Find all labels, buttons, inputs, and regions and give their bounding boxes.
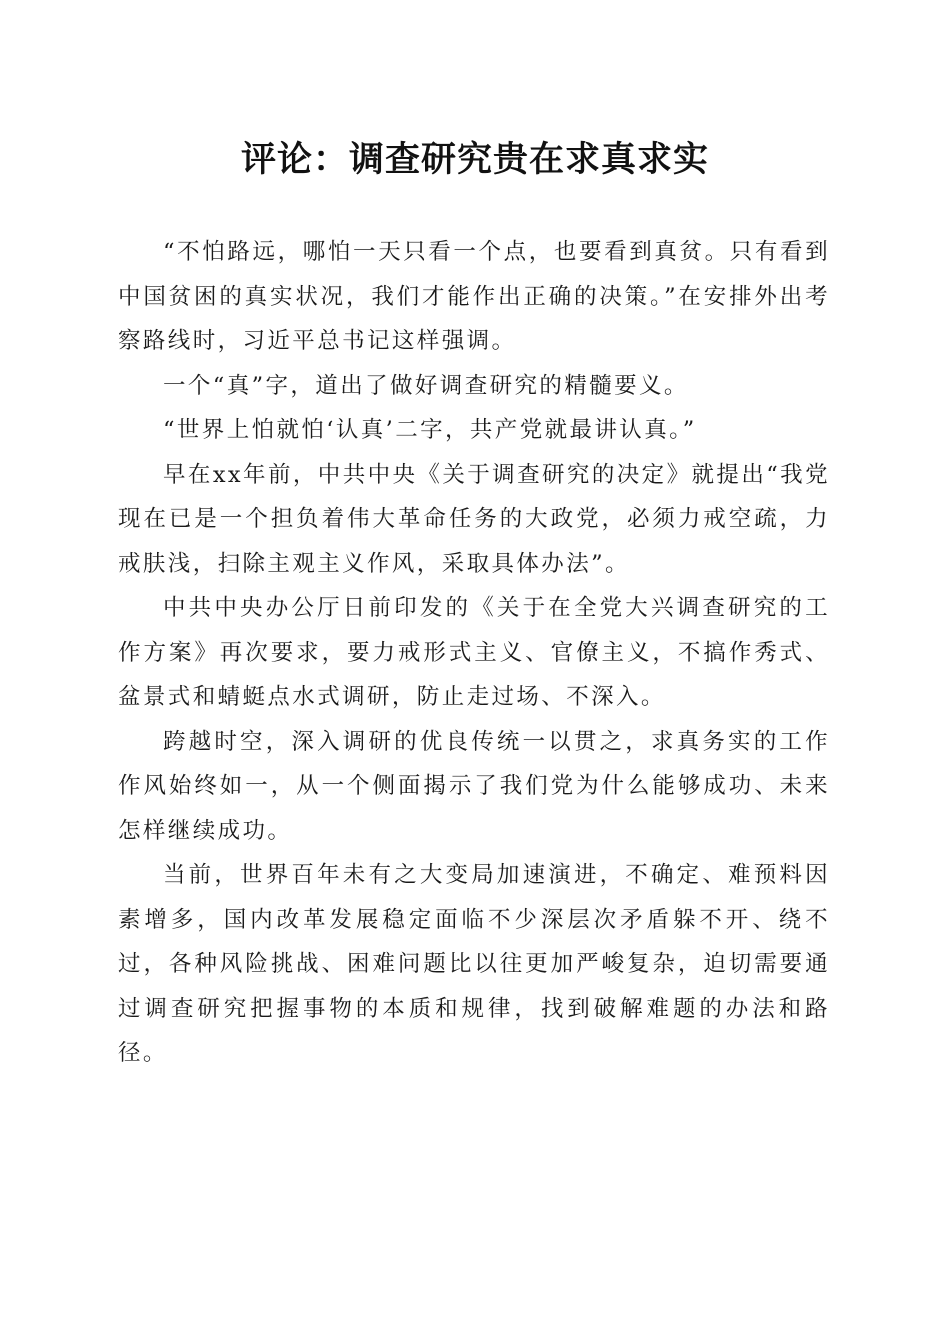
document-body: [118, 230, 830, 1076]
paragraph: 一个“真”字，道出了做好调查研究的精髓要义。: [163, 372, 689, 399]
paragraph: 当前，世界百年未有之大变局加速演进，不确定、难预料因素增多，国内改革发展稳定面临不少深层次矛盾躲不开、绕不过，各种风险挑战、困难问题比以往更加严峻复杂，迫切需要通过调查研究把握事物的本质和规律，找到破解难题的办法和路径。: [118, 862, 830, 1066]
paragraph: “世界上怕就怕‘认真’二字，共产党就最讲认真。”: [163, 417, 697, 443]
document-title: 评论：调查研究贵在求真求实: [240, 139, 709, 180]
paragraph: 早在xx年前，中共中央《关于调查研究的决定》就提出“我党现在已是一个担负着伟大革命任务的大政党，必须力戒空疏，力戒肤浅，扫除主观主义作风，采取具体办法”。: [118, 461, 830, 577]
paragraph: 跨越时空，深入调研的优良传统一以贯之，求真务实的工作作风始终如一，从一个侧面揭示了我们党为什么能够成功、未来怎样继续成功。: [118, 728, 830, 844]
paragraph: 中共中央办公厅日前印发的《关于在全党大兴调查研究的工作方案》再次要求，要力戒形式主义、官僚主义，不搞作秀式、盆景式和蜻蜓点水式调研，防止走过场、不深入。: [118, 595, 830, 710]
paragraph: “不怕路远，哪怕一天只看一个点，也要看到真贫。只有看到中国贫困的真实状况，我们才能作出正确的决策。”在安排外出考察路线时，习近平总书记这样强调。: [118, 239, 830, 354]
